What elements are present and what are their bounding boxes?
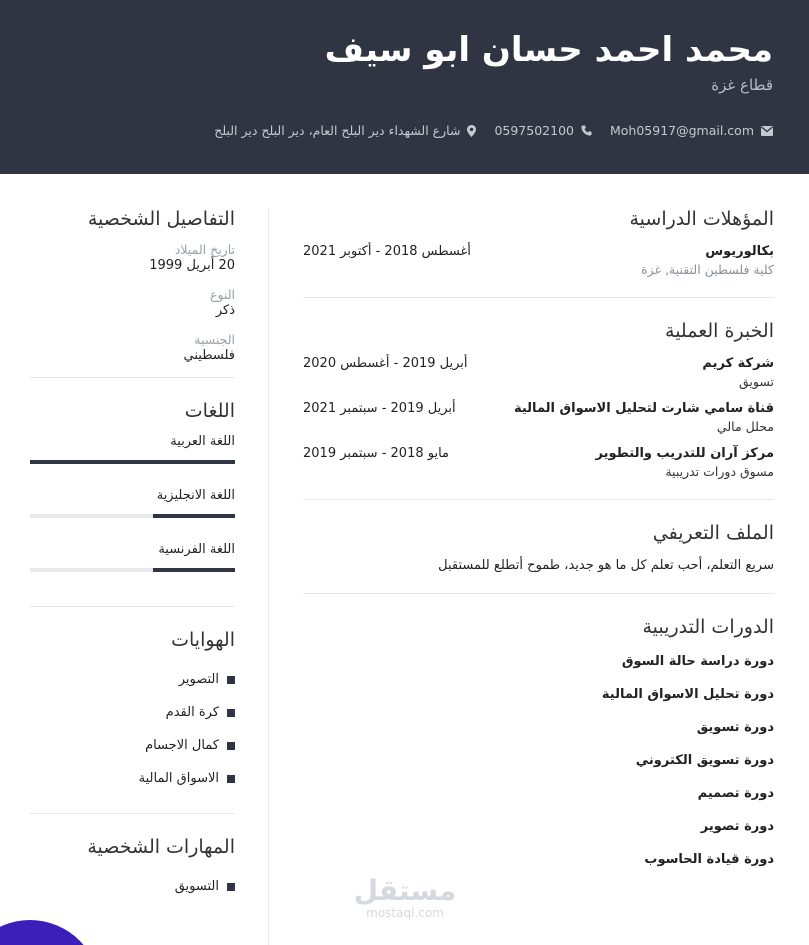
language-level-fill: [153, 514, 235, 518]
hobby-item: كمال الاجسام: [30, 729, 235, 762]
institution-name: كلية فلسطين التقنية, غزة: [641, 262, 774, 277]
section-divider: [30, 377, 235, 378]
course-item: دورة تسويق: [696, 720, 774, 735]
language-name: اللغة الانجليزية: [156, 488, 235, 503]
languages-title: اللغات: [184, 400, 235, 422]
phone-icon: [581, 125, 592, 136]
bullet-square-icon: [227, 742, 235, 750]
skills-title: المهارات الشخصية: [87, 836, 235, 858]
course-item: دورة قيادة الحاسوب: [644, 852, 774, 867]
hobbies-section: [30, 629, 235, 795]
skill-item: التسويق: [30, 870, 235, 903]
map-pin-icon: [467, 125, 476, 137]
nationality-value: فلسطيني: [183, 348, 235, 363]
education-title: المؤهلات الدراسية: [629, 208, 774, 230]
education-dates: أغسطس 2018 - أكتوبر 2021: [303, 244, 471, 259]
section-divider: [303, 593, 774, 594]
languages-section: [30, 400, 235, 572]
experience-section: [303, 320, 774, 479]
skills-section: [30, 836, 235, 903]
experience-dates: أبريل 2019 - سبتمبر 2021: [303, 401, 456, 416]
section-divider: [30, 606, 235, 607]
bullet-square-icon: [227, 883, 235, 891]
header-banner: [0, 0, 809, 174]
gender-value: ذكر: [215, 303, 235, 318]
side-column: [30, 208, 235, 903]
hobby-item: التصوير: [30, 663, 235, 696]
email-text: Moh05917@gmail.com: [609, 123, 754, 138]
language-name: اللغة الفرنسية: [158, 542, 235, 557]
language-level-bar: [30, 514, 235, 518]
job-role: تسويق: [739, 374, 774, 389]
contact-phone[interactable]: [494, 123, 592, 138]
language-name: اللغة العربية: [170, 434, 235, 449]
experience-dates: أبريل 2019 - أغسطس 2020: [303, 356, 468, 371]
language-level-fill: [153, 568, 235, 572]
course-item: دورة تسويق الكتروني: [635, 753, 774, 768]
watermark-main: مستقل: [353, 874, 457, 907]
language-level-bar: [30, 460, 235, 464]
language-level-fill: [30, 460, 235, 464]
courses-title: الدورات التدريبية: [642, 616, 774, 638]
profile-title: الملف التعريفي: [652, 522, 774, 544]
nationality-label: الجنسية: [194, 332, 235, 347]
degree-name: بكالوريوس: [705, 244, 774, 259]
contact-address: [214, 123, 476, 138]
bullet-square-icon: [227, 676, 235, 684]
person-name: محمد احمد حسان ابو سيف: [324, 30, 773, 70]
column-divider: [268, 208, 269, 945]
course-item: دورة دراسة حالة السوق: [621, 654, 774, 669]
hobbies-title: الهوايات: [171, 629, 235, 651]
language-level-bar: [30, 568, 235, 572]
person-region: قطاع غزة: [711, 76, 773, 94]
section-divider: [303, 499, 774, 500]
education-section: [303, 208, 774, 277]
course-item: دورة تحليل الاسواق المالية: [601, 687, 774, 702]
job-role: مسوق دورات تدريبية: [665, 464, 774, 479]
profile-text: سريع التعلم، أحب تعلم كل ما هو جديد، طموح أتطلع للمستقبل: [438, 558, 774, 573]
birth-label: تاريخ الميلاد: [174, 242, 235, 257]
company-name: شركة كريم: [702, 356, 774, 371]
course-item: دورة تصميم: [697, 786, 774, 801]
section-divider: [303, 297, 774, 298]
phone-text: 0597502100: [494, 123, 574, 138]
courses-section: [303, 616, 774, 883]
contact-email[interactable]: [610, 123, 773, 138]
personal-section: [30, 208, 235, 363]
job-role: محلل مالي: [716, 419, 774, 434]
watermark-logo: [352, 876, 458, 920]
bullet-square-icon: [227, 709, 235, 717]
watermark-sub: mostaql.com: [366, 906, 444, 920]
profile-section: [303, 522, 774, 573]
main-column: [303, 208, 774, 883]
gender-label: النوع: [210, 287, 235, 302]
bullet-square-icon: [227, 775, 235, 783]
experience-item: [303, 356, 774, 389]
personal-title: التفاصيل الشخصية: [87, 208, 235, 230]
hobby-item: الاسواق المالية: [30, 762, 235, 795]
company-name: مركز آران للتدريب والتطوير: [595, 446, 774, 461]
hobby-item: كرة القدم: [30, 696, 235, 729]
section-divider: [30, 813, 235, 814]
company-name: قناة سامي شارت لتحليل الاسواق المالية: [513, 401, 774, 416]
envelope-icon: [761, 126, 773, 136]
education-item: [303, 244, 774, 277]
contact-bar: [214, 123, 773, 138]
birth-value: 20 أبريل 1999: [149, 258, 235, 273]
experience-dates: مايو 2018 - سبتمبر 2019: [303, 446, 450, 461]
experience-title: الخبرة العملية: [665, 320, 774, 342]
address-text: شارع الشهداء دير البلح العام، دير البلح دير البلح: [214, 123, 461, 138]
decorative-circle: [0, 920, 100, 945]
experience-item: [303, 401, 774, 434]
experience-item: [303, 446, 774, 479]
course-item: دورة تصوير: [700, 819, 774, 834]
